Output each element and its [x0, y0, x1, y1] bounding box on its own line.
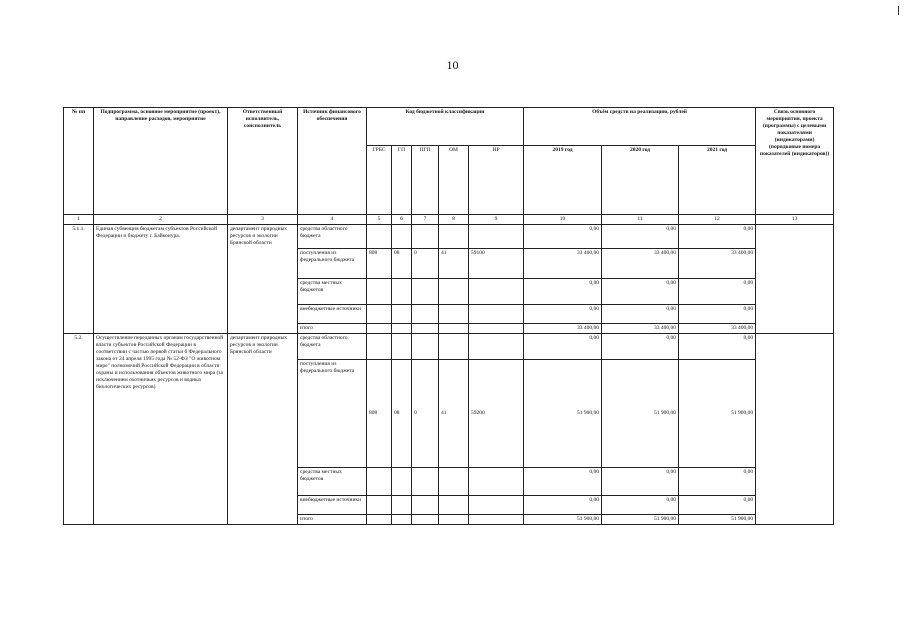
pgp-cell: [412, 225, 439, 249]
value-2020: 0,00: [602, 496, 679, 515]
grbs-cell: 808: [367, 249, 392, 279]
nr-cell: [469, 225, 524, 249]
value-2020: 0,00: [602, 225, 679, 249]
column-number: 5: [367, 215, 392, 225]
value-2019: 0,00: [524, 279, 602, 305]
total-2019: 33 400,00: [524, 324, 602, 334]
pgp-cell: 0: [412, 360, 439, 468]
column-number: 9: [469, 215, 524, 225]
grbs-cell: [367, 324, 392, 334]
om-cell: [439, 496, 469, 515]
column-number: 10: [524, 215, 602, 225]
row-responsible: департамент природных ресурсов и экологии Брянской области: [228, 225, 298, 334]
value-2019: 0,00: [524, 496, 602, 515]
nr-cell: 59200: [469, 360, 524, 468]
nr-cell: [469, 468, 524, 496]
column-number: 7: [412, 215, 439, 225]
om-cell: [439, 334, 469, 360]
header-2020: 2020 год: [602, 146, 679, 215]
gp-cell: [392, 468, 412, 496]
gp-cell: 08: [392, 249, 412, 279]
om-cell: [439, 468, 469, 496]
gp-cell: [392, 515, 412, 525]
grbs-cell: [367, 334, 392, 360]
gp-cell: [392, 334, 412, 360]
pgp-cell: 0: [412, 249, 439, 279]
row-title: Единая субвенция бюджетам субъектов Российской Федерации и бюджету г. Байконура.: [94, 225, 228, 334]
value-2019: 0,00: [524, 468, 602, 496]
grbs-cell: [367, 225, 392, 249]
gp-cell: 08: [392, 360, 412, 468]
om-cell: [439, 515, 469, 525]
nr-cell: [469, 515, 524, 525]
om-cell: 41: [439, 360, 469, 468]
header-source: Источник финансового обеспечения: [298, 108, 367, 215]
om-cell: [439, 324, 469, 334]
header-om: ОМ: [439, 146, 469, 215]
column-number: 3: [228, 215, 298, 225]
value-2021: 0,00: [679, 468, 756, 496]
value-2021: 0,00: [679, 279, 756, 305]
pgp-cell: [412, 496, 439, 515]
nr-cell: [469, 324, 524, 334]
column-number: 11: [602, 215, 679, 225]
value-2021: 0,00: [679, 305, 756, 324]
gp-cell: [392, 225, 412, 249]
pgp-cell: [412, 334, 439, 360]
column-number: 2: [94, 215, 228, 225]
source-label: средства областного бюджета: [298, 334, 367, 360]
header-volume: Объём средств на реализацию, рублей: [524, 108, 756, 146]
gp-cell: [392, 305, 412, 324]
source-label: внебюджетные источники: [298, 305, 367, 324]
header-2021: 2021 год: [679, 146, 756, 215]
column-number: 4: [298, 215, 367, 225]
table-row: [64, 334, 834, 360]
source-label: средства местных бюджетов: [298, 279, 367, 305]
gp-cell: [392, 324, 412, 334]
row-number: 5.2.: [64, 334, 94, 525]
nr-cell: [469, 496, 524, 515]
row-responsible: департамент природных ресурсов и экологии Брянской области: [228, 334, 298, 525]
om-cell: [439, 305, 469, 324]
value-2019: 0,00: [524, 305, 602, 324]
header-no: № пп: [64, 108, 94, 215]
source-label: внебюджетные источники: [298, 496, 367, 515]
total-2020: 33 400,00: [602, 324, 679, 334]
pgp-cell: [412, 324, 439, 334]
source-label: средства областного бюджета: [298, 225, 367, 249]
link-cell: [756, 334, 834, 525]
total-2021: 33 400,00: [679, 324, 756, 334]
header-2019: 2019 год: [524, 146, 602, 215]
om-cell: [439, 225, 469, 249]
value-2020: 0,00: [602, 468, 679, 496]
header-responsible: Ответственный исполнитель, соисполнитель: [228, 108, 298, 215]
total-2020: 51 900,00: [602, 515, 679, 525]
value-2020: 0,00: [602, 334, 679, 360]
nr-cell: [469, 305, 524, 324]
grbs-cell: [367, 515, 392, 525]
column-number: 12: [679, 215, 756, 225]
source-label: итого: [298, 515, 367, 525]
budget-table: [63, 107, 834, 525]
value-2020: 0,00: [602, 279, 679, 305]
header-grbs: ГРБС: [367, 146, 392, 215]
column-numbers-row: [64, 215, 834, 225]
value-2020: 33 400,00: [602, 249, 679, 279]
grbs-cell: [367, 305, 392, 324]
grbs-cell: [367, 279, 392, 305]
value-2019: 51 900,00: [524, 360, 602, 468]
column-number: 8: [439, 215, 469, 225]
value-2019: 0,00: [524, 334, 602, 360]
pgp-cell: [412, 279, 439, 305]
total-2019: 51 900,00: [524, 515, 602, 525]
header-pgp: ПГП: [412, 146, 439, 215]
om-cell: 41: [439, 249, 469, 279]
nr-cell: [469, 334, 524, 360]
source-label: средства местных бюджетов: [298, 468, 367, 496]
value-2021: 0,00: [679, 225, 756, 249]
gp-cell: [392, 496, 412, 515]
header-row-1: [64, 108, 834, 146]
value-2020: 0,00: [602, 305, 679, 324]
page-number: 10: [446, 58, 459, 72]
nr-cell: [469, 279, 524, 305]
header-gp: ГП: [392, 146, 412, 215]
header-budget-code: Код бюджетной классификации: [367, 108, 524, 146]
source-label: итого: [298, 324, 367, 334]
header-nr: НР: [469, 146, 524, 215]
header-link: Связь основного мероприятия, проекта (программы) с целевыми показателями (индикаторами) (порядковые номера показателей (индикаторов)): [756, 108, 834, 215]
nr-cell: 59100: [469, 249, 524, 279]
column-number: 13: [756, 215, 834, 225]
grbs-cell: 808: [367, 360, 392, 468]
source-label: поступления из федерального бюджета: [298, 249, 367, 279]
value-2019: 0,00: [524, 225, 602, 249]
link-cell: [756, 225, 834, 334]
edge-mark: [898, 6, 899, 15]
value-2021: 51 900,00: [679, 360, 756, 468]
table-row: [64, 225, 834, 249]
column-number: 1: [64, 215, 94, 225]
value-2020: 51 900,00: [602, 360, 679, 468]
value-2021: 0,00: [679, 496, 756, 515]
pgp-cell: [412, 305, 439, 324]
value-2021: 33 400,00: [679, 249, 756, 279]
header-program: Подпрограмма, основное мероприятие (проект), направление расходов, мероприятие: [94, 108, 228, 215]
grbs-cell: [367, 496, 392, 515]
column-number: 6: [392, 215, 412, 225]
om-cell: [439, 279, 469, 305]
gp-cell: [392, 279, 412, 305]
row-number: 5.1.1.: [64, 225, 94, 334]
value-2021: 0,00: [679, 334, 756, 360]
row-title: Осуществление переданных органам государственной власти субъектов Российской Федерации в соответствии с частью первой статьи 6 Федерального закона от 24 апреля 1995 года № 52-ФЗ "О животном мире" полномочий Российской Федерации в области охраны и использования объектов животного мира (за исключением охотничьих ресурсов и водных биологических ресурсов): [94, 334, 228, 525]
value-2019: 33 400,00: [524, 249, 602, 279]
pgp-cell: [412, 468, 439, 496]
total-2021: 51 900,00: [679, 515, 756, 525]
source-label: поступления из федерального бюджета: [298, 360, 367, 468]
grbs-cell: [367, 468, 392, 496]
pgp-cell: [412, 515, 439, 525]
